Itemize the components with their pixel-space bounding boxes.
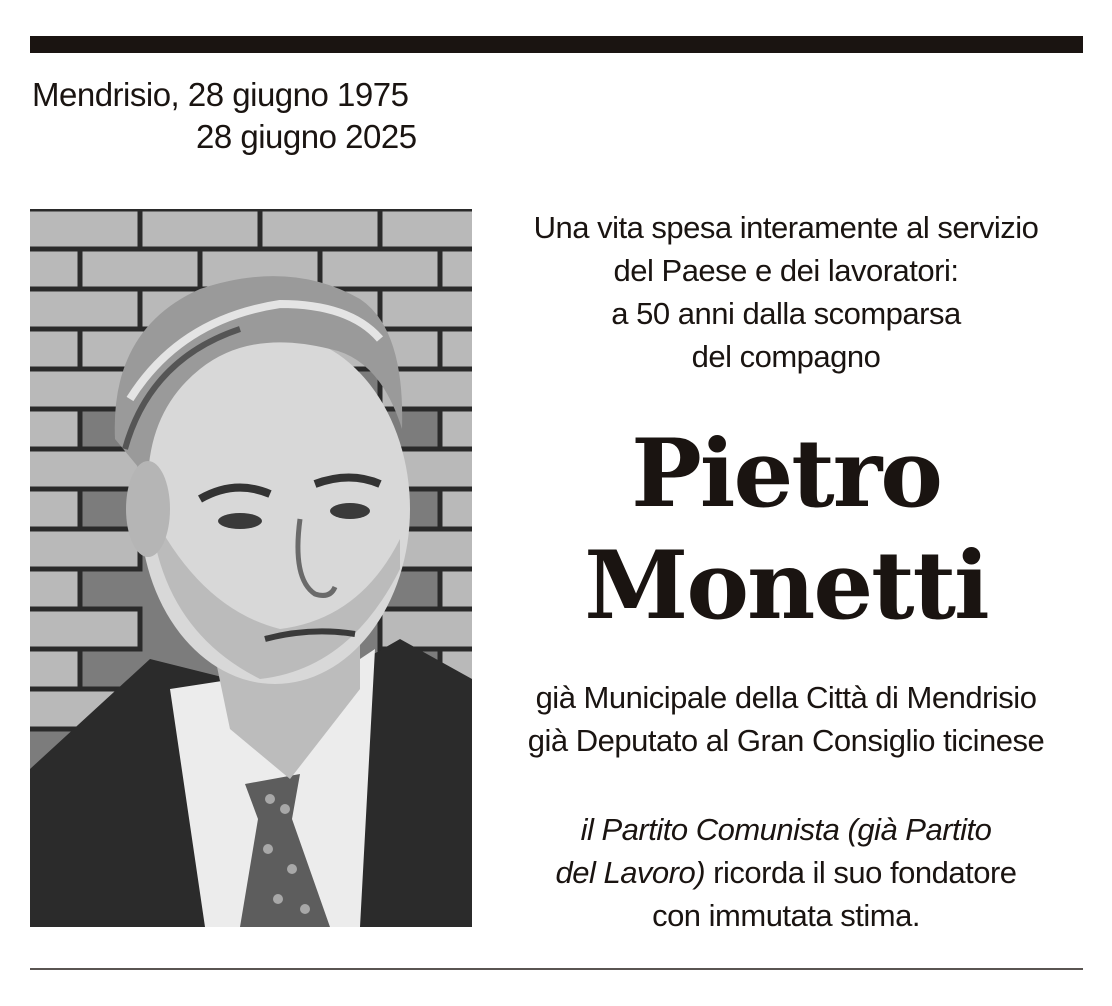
closing-italic-line: il Partito Comunista (già Partito bbox=[580, 812, 992, 847]
closing-regular-fragment: ricorda il suo fondatore bbox=[705, 855, 1017, 890]
date-line-anniversary: 28 giugno 2025 bbox=[196, 118, 417, 155]
first-name: Pietro bbox=[631, 419, 941, 529]
deceased-name bbox=[486, 418, 1086, 642]
closing-line-3: con immutata stima. bbox=[652, 898, 920, 933]
role-line: già Municipale della Città di Mendrisio bbox=[535, 680, 1037, 715]
date-block bbox=[32, 74, 417, 158]
intro-line: Una vita spesa interamente al servizio bbox=[533, 210, 1039, 245]
intro-text bbox=[486, 206, 1086, 378]
closing-line-2 bbox=[486, 851, 1086, 894]
portrait-photo bbox=[30, 209, 472, 927]
intro-line: del compagno bbox=[691, 339, 881, 374]
roles-text bbox=[486, 676, 1086, 762]
top-rule bbox=[30, 36, 1083, 53]
last-name: Monetti bbox=[584, 531, 988, 641]
bottom-rule bbox=[30, 968, 1083, 970]
intro-line: del Paese e dei lavoratori: bbox=[613, 253, 959, 288]
date-line-birth: Mendrisio, 28 giugno 1975 bbox=[32, 76, 409, 113]
closing-text bbox=[486, 808, 1086, 937]
intro-line: a 50 anni dalla scomparsa bbox=[611, 296, 961, 331]
closing-italic-fragment: del Lavoro) bbox=[555, 855, 706, 890]
role-line: già Deputato al Gran Consiglio ticinese bbox=[527, 723, 1045, 758]
